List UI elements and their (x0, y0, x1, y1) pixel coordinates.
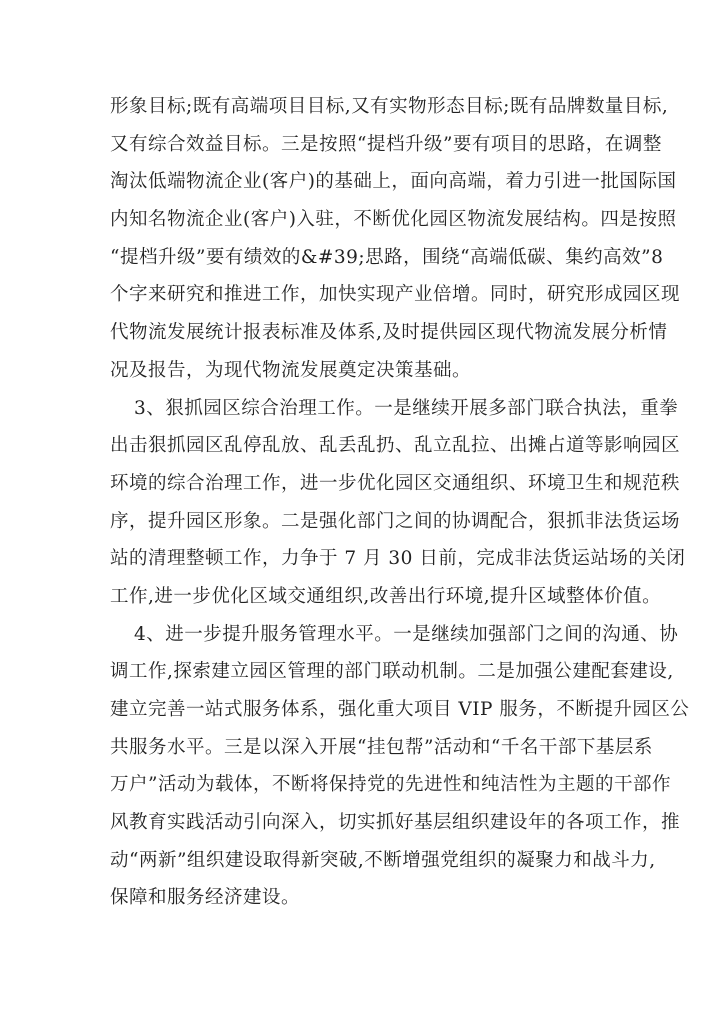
text-line: 3、狠抓园区综合治理工作。一是继续开展多部门联合执法，重拳 (134, 397, 679, 419)
paragraph-item-3 (110, 390, 686, 616)
text-line: 建立完善一站式服务体系，强化重大项目 VIP 服务，不断提升园区公 (110, 699, 690, 720)
text-line: 动“两新”组织建设取得新突破,不断增强党组织的凝聚力和战斗力, (110, 849, 656, 871)
text-line: 工作,进一步优化区域交通组织,改善出行环境,提升区域整体价值。 (110, 585, 662, 607)
paragraph-item-4 (110, 616, 690, 918)
text-line: 4、进一步提升服务管理水平。一是继续加强部门之间的沟通、协 (134, 623, 679, 645)
text-line: 又有综合效益目标。三是按照“提档升级”要有项目的思路，在调整 (110, 133, 662, 155)
text-line: 风教育实践活动引向深入，切实抓好基层组织建设年的各项工作，推 (110, 812, 681, 834)
text-line: 出击狠抓园区乱停乱放、乱丢乱扔、乱立乱拉、出摊占道等影响园区 (110, 435, 681, 457)
text-line: 万户”活动为载体，不断将保持党的先进性和纯洁性为主题的干部作 (110, 774, 671, 796)
paragraph-continuation (110, 88, 681, 390)
text-line: 调工作,探索建立园区管理的部门联动机制。二是加强公建配套建设, (110, 661, 674, 683)
text-line: 况及报告，为现代物流发展奠定决策基础。 (110, 359, 472, 381)
text-line: 环境的综合治理工作，进一步优化园区交通组织、环境卫生和规范秩 (110, 472, 681, 494)
text-line: 共服务水平。三是以深入开展“挂包帮”活动和“千名干部下基层系 (110, 736, 653, 758)
text-line: 内知名物流企业(客户)入驻，不断优化园区物流发展结构。四是按照 (110, 209, 677, 231)
text-line: 个字来研究和推进工作，加快实现产业倍增。同时，研究形成园区现 (110, 284, 681, 306)
text-line: 站的清理整顿工作，力争于 7 月 30 日前，完成非法货运站场的关闭 (110, 548, 686, 570)
text-line: 形象目标;既有高端项目目标,又有实物形态目标;既有品牌数量目标, (110, 96, 669, 117)
document-body (110, 88, 690, 917)
text-line: 淘汰低端物流企业(客户)的基础上，面向高端，着力引进一批国际国 (110, 171, 677, 193)
text-line: 序，提升园区形象。二是强化部门之间的协调配合，狠抓非法货运场 (110, 510, 681, 532)
text-line: 保障和服务经济建设。 (110, 887, 301, 909)
text-line: 代物流发展统计报表标准及体系,及时提供园区现代物流发展分析情 (110, 322, 668, 344)
text-line: “提档升级”要有绩效的&#39;思路，围绕“高端低碳、集约高效”8 (110, 246, 664, 268)
